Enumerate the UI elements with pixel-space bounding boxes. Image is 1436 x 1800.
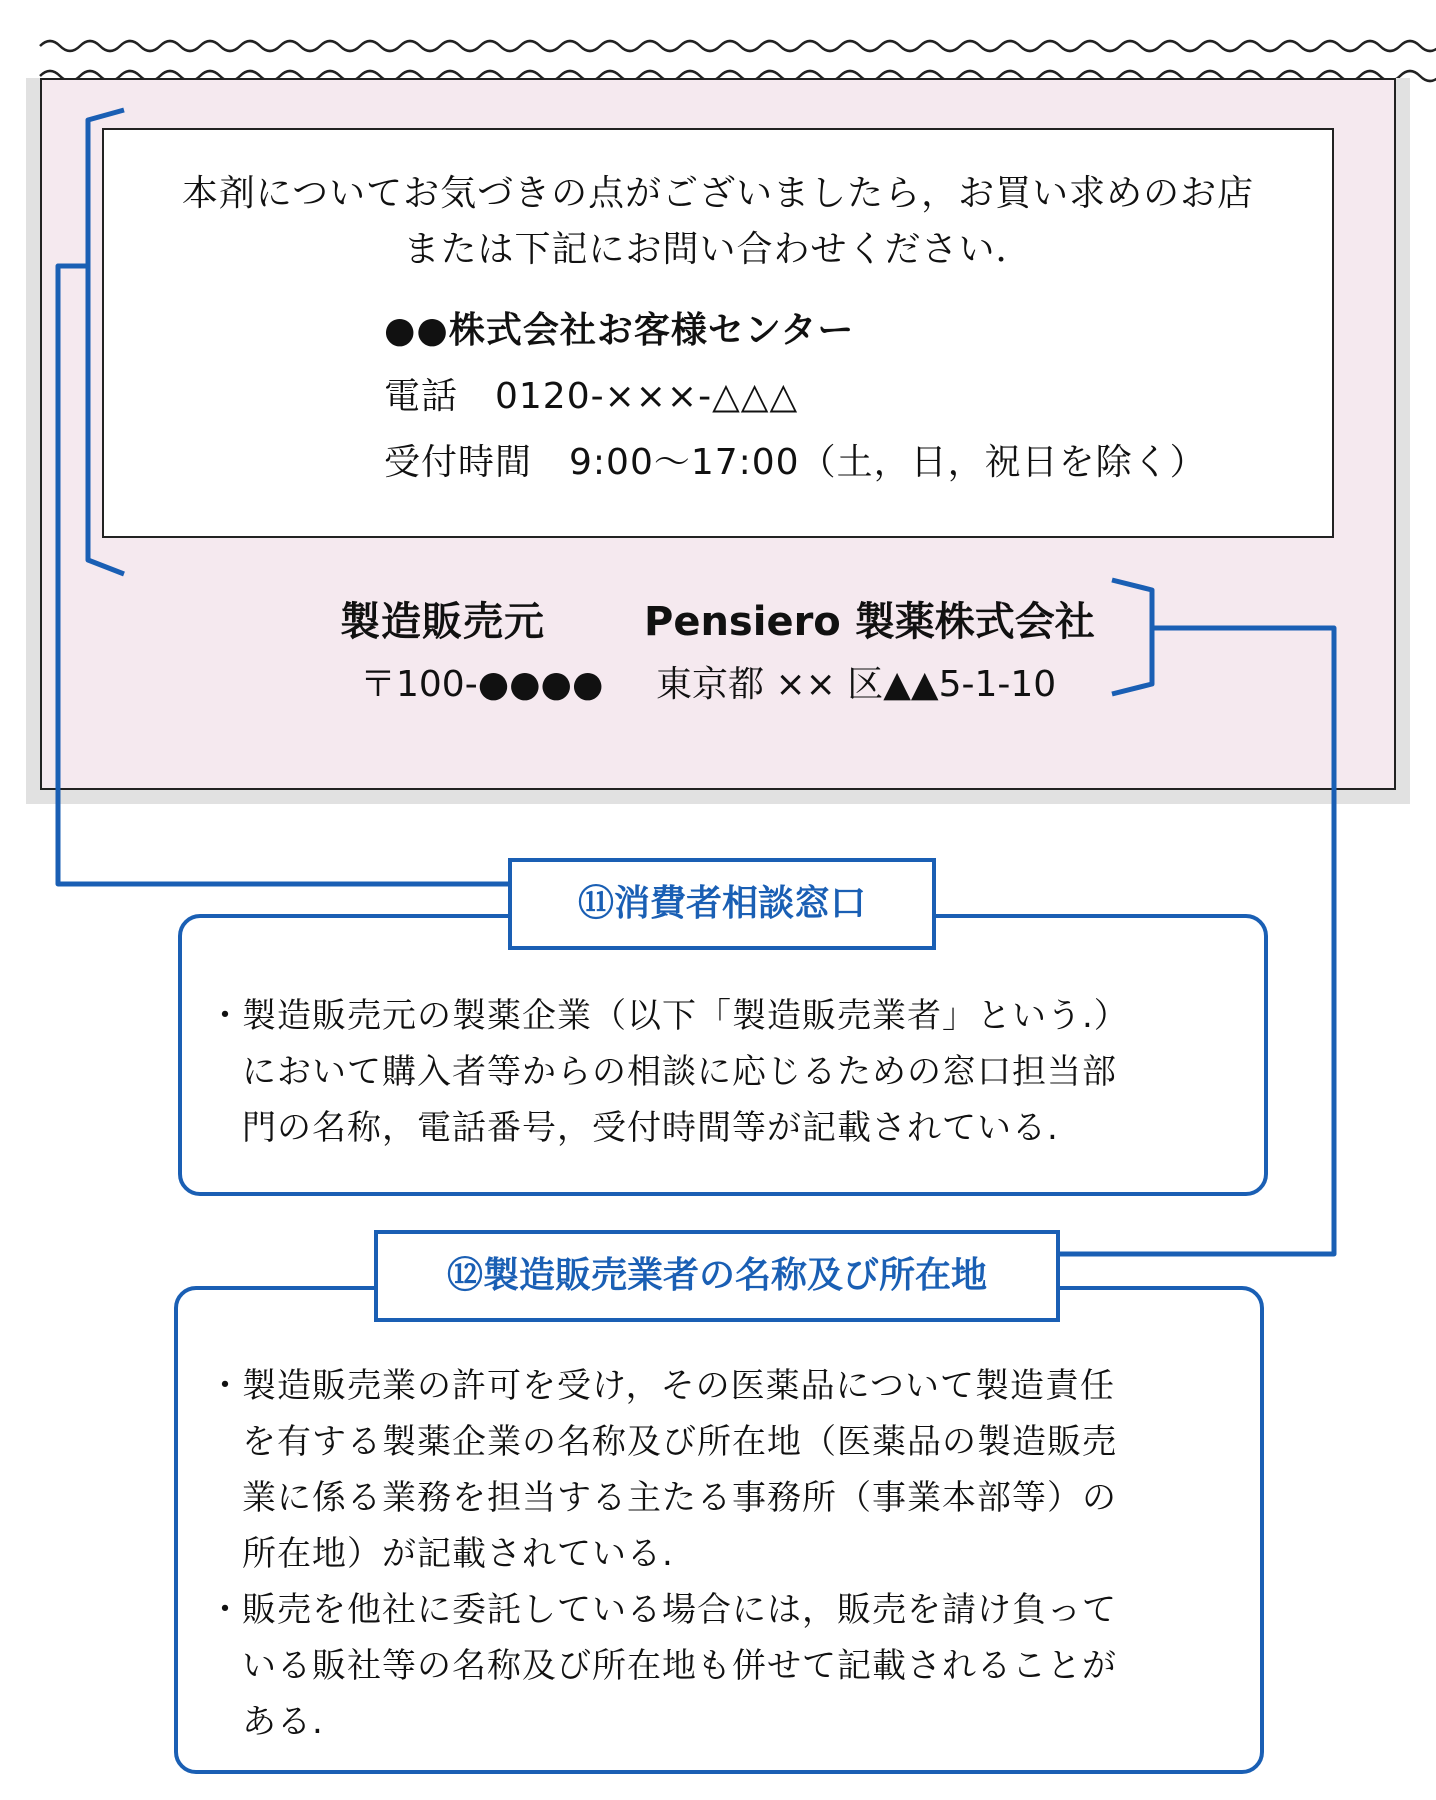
- maker-address: 東京都 ×× 区▲▲5-1-10: [656, 664, 1057, 705]
- center-name: ●●株式会社お客様センター: [384, 310, 855, 351]
- callout-11-title: ⑪消費者相談窓口: [508, 858, 936, 950]
- callout-11-box: [178, 914, 1268, 1196]
- callout-11-line-2: において購入者等からの相談に応じるための窓口担当部: [242, 1052, 1117, 1092]
- maker-name: Pensiero 製薬株式会社: [644, 599, 1095, 645]
- callout-12-bullet-1: [208, 1358, 1238, 1582]
- phone-number: 電話 0120-×××-△△△: [384, 376, 799, 417]
- contact-box: [102, 128, 1334, 538]
- wavy-edge: [0, 0, 1436, 90]
- maker-title: 製造販売元: [340, 599, 545, 645]
- bullet-dot: ・: [208, 1590, 243, 1630]
- callout-12-line-7: ある.: [242, 1702, 324, 1742]
- notice-text: [104, 166, 1332, 278]
- callout-11-line-3: 門の名称，電話番号，受付時間等が記載されている.: [242, 1108, 1059, 1148]
- callout-12-line-4: 所在地）が記載されている.: [242, 1534, 674, 1574]
- callout-11-line-1: 製造販売元の製薬企業（以下「製造販売業者」という.）: [242, 996, 1129, 1036]
- callout-12-box: [174, 1286, 1264, 1774]
- callout-12-line-5: 販売を他社に委託している場合には，販売を請け負って: [242, 1590, 1117, 1630]
- callout-12-line-1: 製造販売業の許可を受け，その医薬品について製造責任: [242, 1366, 1115, 1406]
- maker-postal: 〒100-●●●●: [360, 664, 604, 705]
- callout-12-line-3: 業に係る業務を担当する主たる事務所（事業本部等）の: [242, 1478, 1117, 1518]
- callout-11-bullet: [208, 988, 1238, 1156]
- bullet-dot: ・: [208, 1366, 243, 1406]
- bullet-dot: ・: [208, 996, 243, 1036]
- callout-12-line-6: いる販社等の名称及び所在地も併せて記載されることが: [242, 1646, 1117, 1686]
- callout-12-title: ⑫製造販売業者の名称及び所在地: [374, 1230, 1060, 1322]
- notice-line-1: 本剤についてお気づきの点がございましたら，お買い求めのお店: [181, 173, 1255, 214]
- callout-12-line-2: を有する製薬企業の名称及び所在地（医薬品の製造販売: [242, 1422, 1117, 1462]
- notice-line-2: または下記にお問い合わせください．: [403, 229, 1033, 270]
- reception-hours: 受付時間 9:00～17:00（土，日，祝日を除く）: [384, 442, 1207, 483]
- callout-12-bullet-2: [208, 1582, 1238, 1750]
